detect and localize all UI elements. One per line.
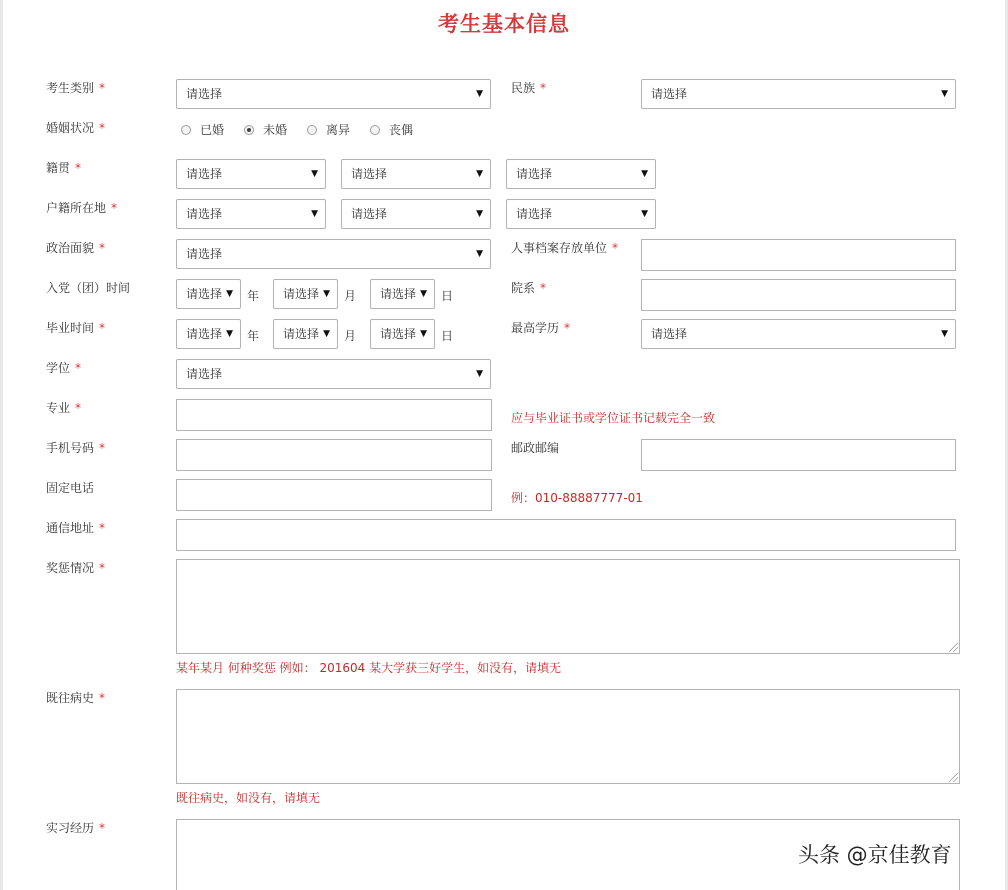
chevron-down-icon: ▼	[474, 80, 483, 108]
chevron-down-icon: ▼	[474, 160, 483, 188]
label-marital: 婚姻状况 *	[46, 121, 106, 135]
native-province-select[interactable]: 请选择 ▼	[176, 159, 326, 189]
label-awards: 奖惩情况 *	[46, 561, 106, 575]
chevron-down-icon: ▼	[309, 160, 318, 188]
marital-option-divorced[interactable]: 离异	[307, 121, 350, 138]
resize-grip-icon[interactable]	[949, 643, 958, 652]
chevron-down-icon: ▼	[224, 280, 233, 308]
label-graduation-time: 毕业时间 *	[46, 321, 106, 335]
graduation-month-select[interactable]: 请选择 ▼	[273, 319, 338, 349]
household-district-select[interactable]: 请选择 ▼	[506, 199, 656, 229]
chevron-down-icon: ▼	[321, 320, 330, 348]
radio-button[interactable]	[181, 125, 191, 135]
archive-unit-input[interactable]	[641, 239, 956, 271]
address-input[interactable]	[176, 519, 956, 551]
chevron-down-icon: ▼	[309, 200, 318, 228]
radio-button[interactable]	[370, 125, 380, 135]
graduation-year-select[interactable]: 请选择 ▼	[176, 319, 241, 349]
ethnicity-select[interactable]: 请选择 ▼	[641, 79, 956, 109]
watermark: 头条 @京佳教育	[798, 843, 952, 867]
party-day-select[interactable]: 请选择 ▼	[370, 279, 435, 309]
label-medical: 既往病史 *	[46, 691, 106, 705]
landline-input[interactable]	[176, 479, 492, 511]
awards-textarea[interactable]	[176, 559, 960, 654]
marital-option-widowed[interactable]: 丧偶	[370, 121, 413, 138]
label-landline: 固定电话	[46, 481, 95, 495]
household-city-select[interactable]: 请选择 ▼	[341, 199, 491, 229]
label-address: 通信地址 *	[46, 521, 106, 535]
label-party-time: 入党（团）时间	[46, 281, 131, 295]
label-political: 政治面貌 *	[46, 241, 106, 255]
label-department: 院系 *	[511, 281, 547, 295]
mobile-input[interactable]	[176, 439, 492, 471]
marital-option-single[interactable]: 未婚	[244, 121, 287, 138]
marital-radio-group	[181, 121, 433, 138]
year-unit: 年	[247, 289, 260, 303]
chevron-down-icon: ▼	[639, 160, 648, 188]
medical-textarea[interactable]	[176, 689, 960, 784]
chevron-down-icon: ▼	[474, 240, 483, 268]
highest-edu-select[interactable]: 请选择 ▼	[641, 319, 956, 349]
label-household: 户籍所在地 *	[46, 201, 118, 215]
native-district-select[interactable]: 请选择 ▼	[506, 159, 656, 189]
chevron-down-icon: ▼	[939, 80, 948, 108]
label-ethnicity: 民族 *	[511, 81, 547, 95]
native-city-select[interactable]: 请选择 ▼	[341, 159, 491, 189]
household-province-select[interactable]: 请选择 ▼	[176, 199, 326, 229]
label-major: 专业 *	[46, 401, 82, 415]
resize-grip-icon[interactable]	[949, 773, 958, 782]
radio-button-selected[interactable]	[244, 125, 254, 135]
page-left-border	[0, 0, 3, 890]
day-unit: 日	[441, 329, 454, 343]
major-input[interactable]	[176, 399, 492, 431]
political-select[interactable]: 请选择 ▼	[176, 239, 491, 269]
label-category: 考生类别 *	[46, 81, 106, 95]
awards-hint: 某年某月 何种奖惩 例如： 201604 某大学获三好学生，如没有，请填无	[176, 661, 562, 675]
chevron-down-icon: ▼	[224, 320, 233, 348]
label-mobile: 手机号码 *	[46, 441, 106, 455]
graduation-day-select[interactable]: 请选择 ▼	[370, 319, 435, 349]
degree-select[interactable]: 请选择 ▼	[176, 359, 491, 389]
chevron-down-icon: ▼	[639, 200, 648, 228]
label-internship: 实习经历 *	[46, 821, 106, 835]
marital-option-married[interactable]: 已婚	[181, 121, 224, 138]
label-native-place: 籍贯 *	[46, 161, 82, 175]
day-unit: 日	[441, 289, 454, 303]
year-unit: 年	[247, 329, 260, 343]
chevron-down-icon: ▼	[418, 320, 427, 348]
label-postcode: 邮政邮编	[511, 441, 560, 455]
month-unit: 月	[344, 289, 357, 303]
party-month-select[interactable]: 请选择 ▼	[273, 279, 338, 309]
chevron-down-icon: ▼	[474, 360, 483, 388]
major-hint: 应与毕业证书或学位证书记载完全一致	[511, 411, 716, 425]
chevron-down-icon: ▼	[474, 200, 483, 228]
postcode-input[interactable]	[641, 439, 956, 471]
label-degree: 学位 *	[46, 361, 82, 375]
medical-hint: 既往病史，如没有，请填无	[176, 791, 321, 805]
party-year-select[interactable]: 请选择 ▼	[176, 279, 241, 309]
label-highest-edu: 最高学历 *	[511, 321, 571, 335]
chevron-down-icon: ▼	[939, 320, 948, 348]
department-input[interactable]	[641, 279, 956, 311]
chevron-down-icon: ▼	[321, 280, 330, 308]
landline-hint: 例：010-88887777-01	[511, 491, 643, 505]
radio-button[interactable]	[307, 125, 317, 135]
page-title: 考生基本信息	[438, 12, 570, 36]
category-select[interactable]: 请选择 ▼	[176, 79, 491, 109]
chevron-down-icon: ▼	[418, 280, 427, 308]
month-unit: 月	[344, 329, 357, 343]
label-archive-unit: 人事档案存放单位 *	[511, 241, 619, 255]
